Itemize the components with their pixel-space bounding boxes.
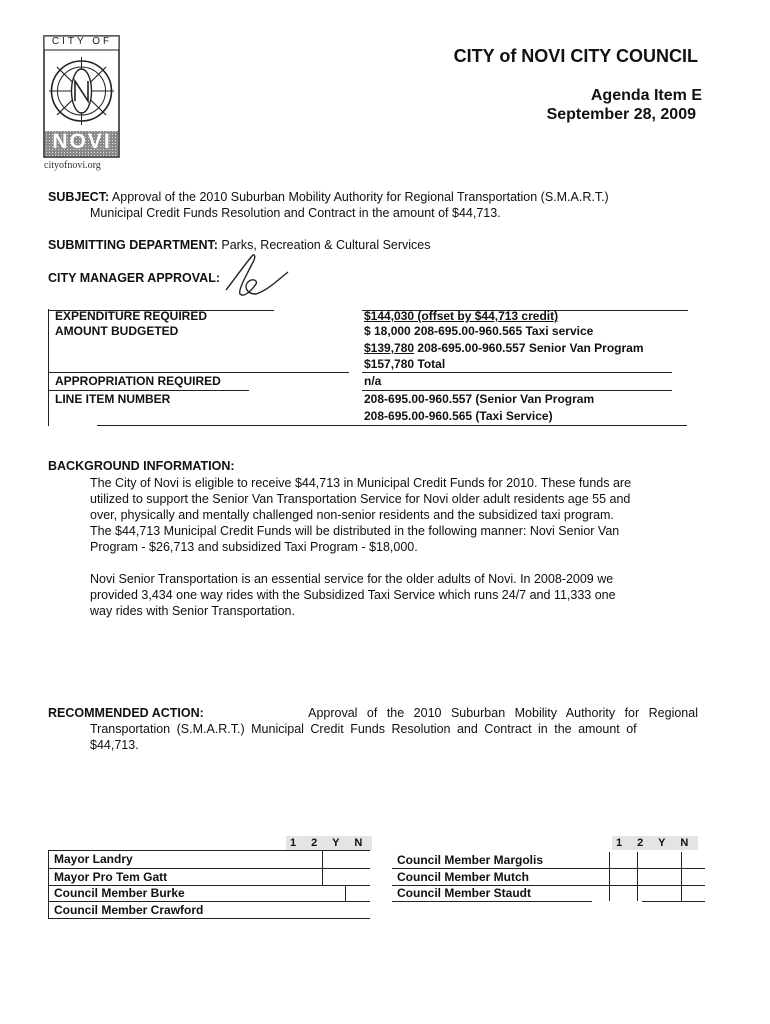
budget-table bbox=[48, 309, 689, 426]
line-item-1: 208-695.00-960.557 (Senior Van Program bbox=[364, 392, 595, 406]
city-manager-label: CITY MANAGER APPROVAL: bbox=[48, 271, 220, 285]
appropriation-value: n/a bbox=[364, 374, 382, 388]
vote-column-divider bbox=[345, 885, 346, 901]
line-item-label: LINE ITEM NUMBER bbox=[55, 392, 171, 406]
background-p1-line: utilized to support the Senior Van Transportation Service for Novi older adult residents age 55 and bbox=[90, 492, 631, 506]
amount-line-2 bbox=[364, 341, 644, 355]
subject-line2: Municipal Credit Funds Resolution and Contract in the amount of $44,713. bbox=[90, 206, 501, 220]
background-p2-line: Novi Senior Transportation is an essential service for the older adults of Novi. In 2008-2009 we bbox=[90, 572, 614, 586]
signature-icon bbox=[222, 250, 292, 302]
vote-column-divider bbox=[681, 852, 682, 901]
amount-budgeted-label: AMOUNT BUDGETED bbox=[55, 324, 179, 338]
department-label: SUBMITTING DEPARTMENT: bbox=[48, 238, 218, 252]
vote-column-divider bbox=[322, 850, 323, 886]
vote-column-divider bbox=[609, 852, 610, 901]
vote-header-right: 1 2 Y N bbox=[612, 836, 698, 850]
vote-table-left-border bbox=[48, 850, 49, 918]
recommended-line-3: $44,713. bbox=[90, 738, 139, 752]
expenditure-value: $144,030 (offset by $44,713 credit) bbox=[364, 309, 559, 323]
recommended-line-2: Transportation (S.M.A.R.T.) Municipal Credit Funds Resolution and Contract in the amount of bbox=[90, 722, 637, 736]
subject-label: SUBJECT: bbox=[48, 190, 110, 204]
vote-member-left: Council Member Crawford bbox=[54, 903, 204, 917]
logo-bottom-text: NOVI bbox=[52, 130, 112, 153]
vote-member-right: Council Member Mutch bbox=[397, 870, 530, 884]
recommended-label: RECOMMENDED ACTION: bbox=[48, 706, 204, 720]
department-value: Parks, Recreation & Cultural Services bbox=[221, 238, 431, 252]
council-title: CITY of NOVI CITY COUNCIL bbox=[453, 46, 698, 66]
background-p2-line: provided 3,434 one way rides with the Subsidized Taxi Service which runs 24/7 and 11,333 one bbox=[90, 588, 616, 602]
background-label: BACKGROUND INFORMATION: bbox=[48, 459, 235, 473]
agenda-item: Agenda Item E bbox=[590, 87, 702, 104]
amount-line-1: $ 18,000 208-695.00-960.565 Taxi service bbox=[364, 324, 594, 338]
vote-member-left: Council Member Burke bbox=[54, 886, 185, 900]
vote-member-left: Mayor Landry bbox=[54, 852, 133, 866]
subject-line1: Approval of the 2010 Suburban Mobility Authority for Regional Transportation (S.M.A.R.T.) bbox=[111, 190, 609, 204]
background-p1-line: Program - $26,713 and subsidized Taxi Program - $18,000. bbox=[90, 540, 418, 554]
background-p1-line: over, physically and mentally challenged non-senior residents and the subsidized taxi program. bbox=[90, 508, 614, 522]
recommended-line-1 bbox=[48, 705, 698, 721]
logo-top-text: CITY OF bbox=[51, 36, 113, 47]
agenda-date: September 28, 2009 bbox=[546, 106, 696, 123]
amount-line-2-rest: 208-695.00-960.557 Senior Van Program bbox=[414, 341, 644, 355]
background-p1-line: The City of Novi is eligible to receive $44,713 in Municipal Credit Funds for 2010. These funds are bbox=[90, 476, 632, 490]
background-p2-line: way rides with Senior Transportation. bbox=[90, 604, 295, 618]
vote-member-right: Council Member Staudt bbox=[397, 886, 532, 900]
subject-block bbox=[48, 189, 708, 205]
amount-line-2-amount: $139,780 bbox=[364, 341, 415, 355]
vote-member-left: Mayor Pro Tem Gatt bbox=[54, 870, 168, 884]
background-p1-line: The $44,713 Municipal Credit Funds will be distributed in the following manner: Novi Senior Van bbox=[90, 524, 620, 538]
vote-column-divider bbox=[637, 852, 638, 901]
expenditure-label: EXPENDITURE REQUIRED bbox=[55, 309, 208, 323]
vote-member-right: Council Member Margolis bbox=[397, 853, 544, 867]
vote-header-left: 1 2 Y N bbox=[286, 836, 372, 850]
recommended-text-1: Approval of the 2010 Suburban Mobility Authority for Regional bbox=[308, 706, 698, 720]
amount-total: $157,780 Total bbox=[364, 357, 446, 371]
appropriation-label: APPROPRIATION REQUIRED bbox=[55, 374, 221, 388]
logo-url: cityofnovi.org bbox=[44, 160, 101, 171]
background-paragraph-1 bbox=[90, 475, 710, 555]
line-item-2: 208-695.00-960.565 (Taxi Service) bbox=[364, 409, 553, 423]
background-paragraph-2 bbox=[90, 571, 710, 619]
